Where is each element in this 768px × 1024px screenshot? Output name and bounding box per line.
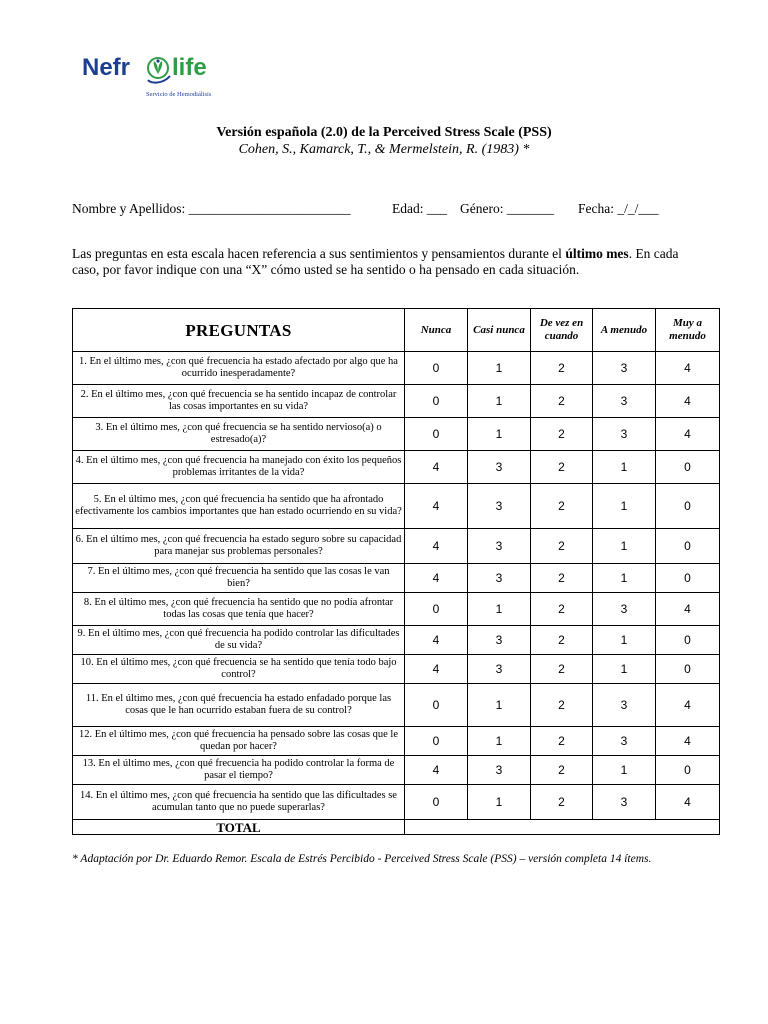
question-row	[73, 418, 720, 451]
score-cell[interactable]: 1	[593, 484, 656, 529]
score-cell[interactable]: 3	[593, 385, 656, 418]
score-cell[interactable]: 0	[405, 593, 468, 626]
score-cell[interactable]: 2	[531, 785, 593, 820]
total-row	[73, 820, 720, 835]
logo-emblem-icon	[143, 54, 173, 86]
score-cell[interactable]: 3	[468, 564, 531, 593]
score-cell[interactable]: 3	[468, 529, 531, 564]
question-text: 10. En el último mes, ¿con qué frecuencia se ha sentido que tenía todo bajo control?	[73, 655, 405, 684]
score-cell[interactable]: 1	[593, 655, 656, 684]
question-row	[73, 385, 720, 418]
nefrolife-logo	[80, 52, 230, 102]
score-cell[interactable]: 0	[405, 684, 468, 727]
score-cell[interactable]: 2	[531, 385, 593, 418]
question-text: 11. En el último mes, ¿con qué frecuencia ha estado enfadado porque las cosas que le han ocurrido estaban fuera de su control?	[73, 684, 405, 727]
logo-text-nefr: Nefr	[82, 54, 131, 81]
question-text: 4. En el último mes, ¿con qué frecuencia ha manejado con éxito los pequeños problemas irritantes de la vida?	[73, 451, 405, 484]
question-text: 2. En el último mes, ¿con qué frecuencia se ha sentido incapaz de controlar las cosas importantes en su vida?	[73, 385, 405, 418]
instructions-text-2: . En cada caso, por favor indique con una “X” cómo usted se ha sentido o ha pensado en cada situación.	[72, 246, 679, 277]
score-cell[interactable]: 3	[593, 785, 656, 820]
score-cell[interactable]: 4	[656, 385, 720, 418]
score-cell[interactable]: 3	[593, 352, 656, 385]
score-cell[interactable]: 1	[593, 756, 656, 785]
questions-header: PREGUNTAS	[73, 309, 405, 352]
score-cell[interactable]: 2	[531, 564, 593, 593]
score-cell[interactable]: 1	[593, 451, 656, 484]
score-cell[interactable]: 0	[656, 484, 720, 529]
pss-table	[72, 308, 720, 835]
score-cell[interactable]: 1	[593, 529, 656, 564]
score-cell[interactable]: 1	[593, 564, 656, 593]
table-header-row	[73, 309, 720, 352]
footnote: * Adaptación por Dr. Eduardo Remor. Escala de Estrés Percibido - Perceived Stress Scale (PSS) – versión completa 14 ítems.	[72, 853, 652, 865]
score-cell[interactable]: 4	[656, 727, 720, 756]
score-cell[interactable]: 4	[405, 484, 468, 529]
score-cell[interactable]: 0	[656, 626, 720, 655]
question-text: 5. En el último mes, ¿con qué frecuencia ha sentido que ha afrontado efectivamente los cambios importantes que han estado ocurriendo en su vida?	[73, 484, 405, 529]
score-cell[interactable]: 1	[468, 385, 531, 418]
question-text: 13. En el último mes, ¿con qué frecuencia ha podido controlar la forma de pasar el tiempo?	[73, 756, 405, 785]
header-de-vez-en-cuando: De vez en cuando	[531, 309, 593, 352]
score-cell[interactable]: 0	[405, 385, 468, 418]
gender-field[interactable]: Género: _______	[460, 201, 555, 216]
score-cell[interactable]: 1	[468, 593, 531, 626]
score-cell[interactable]: 4	[656, 684, 720, 727]
document-citation: Cohen, S., Kamarck, T., & Mermelstein, R. (1983) *	[238, 142, 530, 157]
question-row	[73, 593, 720, 626]
header-nunca: Nunca	[405, 309, 468, 352]
score-cell[interactable]: 4	[405, 451, 468, 484]
score-cell[interactable]: 3	[468, 626, 531, 655]
score-cell[interactable]: 1	[593, 626, 656, 655]
score-cell[interactable]: 2	[531, 352, 593, 385]
score-cell[interactable]: 4	[656, 352, 720, 385]
question-row	[73, 785, 720, 820]
age-field[interactable]: Edad: ___	[392, 201, 448, 216]
question-row	[73, 484, 720, 529]
total-value-cell[interactable]	[405, 820, 720, 835]
question-row	[73, 529, 720, 564]
question-text: 14. En el último mes, ¿con qué frecuencia ha sentido que las dificultades se acumulan tanto que no puede superarlas?	[73, 785, 405, 820]
score-cell[interactable]: 3	[468, 756, 531, 785]
score-cell[interactable]: 4	[656, 785, 720, 820]
document-title: Versión española (2.0) de la Perceived Stress Scale (PSS)	[216, 125, 552, 140]
score-cell[interactable]: 4	[405, 564, 468, 593]
score-cell[interactable]: 2	[531, 626, 593, 655]
score-cell[interactable]: 0	[405, 785, 468, 820]
header-a-menudo: A menudo	[593, 309, 656, 352]
score-cell[interactable]: 2	[531, 727, 593, 756]
score-cell[interactable]: 3	[593, 727, 656, 756]
question-row	[73, 564, 720, 593]
total-label: TOTAL	[73, 820, 405, 835]
score-cell[interactable]: 3	[468, 451, 531, 484]
score-cell[interactable]: 0	[656, 655, 720, 684]
score-cell[interactable]: 4	[405, 655, 468, 684]
score-cell[interactable]: 2	[531, 756, 593, 785]
score-cell[interactable]: 1	[468, 418, 531, 451]
score-cell[interactable]: 3	[468, 484, 531, 529]
date-field[interactable]: Fecha: _/_/___	[578, 201, 659, 216]
question-row	[73, 684, 720, 727]
instructions-emphasis: último mes	[565, 246, 629, 261]
score-cell[interactable]: 2	[531, 418, 593, 451]
score-cell[interactable]: 3	[593, 684, 656, 727]
score-cell[interactable]: 1	[468, 684, 531, 727]
name-field[interactable]: Nombre y Apellidos: ________________________	[72, 201, 351, 216]
logo-text-life: life	[172, 54, 207, 81]
question-text: 7. En el último mes, ¿con qué frecuencia ha sentido que las cosas le van bien?	[73, 564, 405, 593]
question-row	[73, 352, 720, 385]
score-cell[interactable]: 4	[405, 626, 468, 655]
question-text: 3. En el último mes, ¿con qué frecuencia se ha sentido nervioso(a) o estresado(a)?	[73, 418, 405, 451]
score-cell[interactable]: 3	[593, 418, 656, 451]
question-row	[73, 451, 720, 484]
question-text: 9. En el último mes, ¿con qué frecuencia ha podido controlar las dificultades de su vida?	[73, 626, 405, 655]
score-cell[interactable]: 2	[531, 684, 593, 727]
question-text: 12. En el último mes, ¿con qué frecuencia ha pensado sobre las cosas que le quedan por hacer?	[73, 727, 405, 756]
score-cell[interactable]: 0	[656, 564, 720, 593]
score-cell[interactable]: 1	[468, 785, 531, 820]
score-cell[interactable]: 1	[468, 727, 531, 756]
score-cell[interactable]: 3	[593, 593, 656, 626]
question-text: 1. En el último mes, ¿con qué frecuencia ha estado afectado por algo que ha ocurrido inesperadamente?	[73, 352, 405, 385]
question-row	[73, 655, 720, 684]
header-muy-a-menudo: Muy a menudo	[656, 309, 720, 352]
score-cell[interactable]: 2	[531, 593, 593, 626]
question-row	[73, 626, 720, 655]
score-cell[interactable]: 1	[468, 352, 531, 385]
score-cell[interactable]: 0	[405, 352, 468, 385]
score-cell[interactable]: 4	[656, 593, 720, 626]
question-row	[73, 756, 720, 785]
score-cell[interactable]: 2	[531, 484, 593, 529]
score-cell[interactable]: 2	[531, 655, 593, 684]
score-cell[interactable]: 4	[405, 756, 468, 785]
score-cell[interactable]: 0	[656, 451, 720, 484]
score-cell[interactable]: 3	[468, 655, 531, 684]
score-cell[interactable]: 0	[405, 418, 468, 451]
score-cell[interactable]: 2	[531, 451, 593, 484]
score-cell[interactable]: 0	[405, 727, 468, 756]
score-cell[interactable]: 4	[405, 529, 468, 564]
question-text: 8. En el último mes, ¿con qué frecuencia ha sentido que no podía afrontar todas las cosas que tenía que hacer?	[73, 593, 405, 626]
instructions-text-1: Las preguntas en esta escala hacen referencia a sus sentimientos y pensamientos durante el	[72, 246, 566, 261]
question-text: 6. En el último mes, ¿con qué frecuencia ha estado seguro sobre su capacidad para manejar sus problemas personales?	[73, 529, 405, 564]
score-cell[interactable]: 4	[656, 418, 720, 451]
score-cell[interactable]: 0	[656, 756, 720, 785]
question-row	[73, 727, 720, 756]
score-cell[interactable]: 0	[656, 529, 720, 564]
instructions-paragraph	[72, 246, 702, 278]
header-casi-nunca: Casi nunca	[468, 309, 531, 352]
logo-subtitle: Servicio de Hemodiálisis	[146, 91, 212, 98]
score-cell[interactable]: 2	[531, 529, 593, 564]
